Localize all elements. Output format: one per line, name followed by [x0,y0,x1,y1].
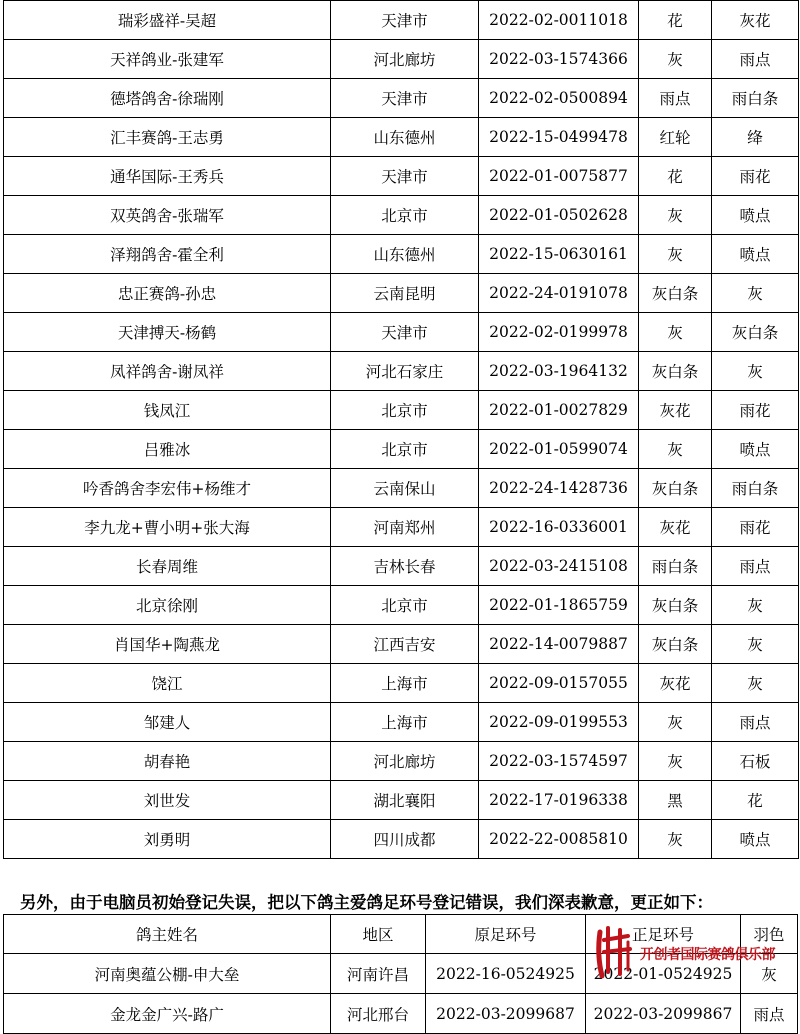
cell-ring: 2022-24-1428736 [479,469,639,508]
cell-region: 山东德州 [331,118,479,157]
cell-color: 雨白条 [639,547,712,586]
cell-color: 灰 [639,40,712,79]
table-row [4,274,799,313]
cell-old-ring: 2022-03-2099687 [426,994,586,1034]
cell-owner: 泽翔鸽舍-霍全利 [4,235,331,274]
cell-owner: 长春周维 [4,547,331,586]
table-row [4,664,799,703]
cell-owner: 凤祥鸽舍-谢凤祥 [4,352,331,391]
cell-color2: 雨点 [712,547,799,586]
cell-owner: 饶江 [4,664,331,703]
cell-color2: 灰白条 [712,313,799,352]
table-row [4,352,799,391]
cell-color2: 雨花 [712,157,799,196]
cell-color2: 雨点 [712,40,799,79]
cell-color: 雨点 [639,79,712,118]
cell-ring: 2022-01-0027829 [479,391,639,430]
cell-color: 灰 [639,235,712,274]
cell-owner: 通华国际-王秀兵 [4,157,331,196]
cell-owner: 双英鸽舍-张瑞军 [4,196,331,235]
cell-color: 灰花 [639,664,712,703]
cell-ring: 2022-01-1865759 [479,586,639,625]
cell-ring: 2022-01-0599074 [479,430,639,469]
cell-ring: 2022-03-1964132 [479,352,639,391]
cell-color2: 喷点 [712,196,799,235]
cell-owner: 李九龙+曹小明+张大海 [4,508,331,547]
table-row [4,742,799,781]
table-row [4,196,799,235]
club-watermark-text: 开创者国际赛鸽俱乐部 [640,947,775,963]
cell-region: 河南郑州 [331,508,479,547]
cell-ring: 2022-02-0500894 [479,79,639,118]
cell-region: 吉林长春 [331,547,479,586]
cell-owner: 邹建人 [4,703,331,742]
cell-new-ring: 2022-01-0524925 [586,954,741,994]
cell-owner: 河南奥蕴公棚-申大垒 [4,954,331,994]
cell-region: 山东德州 [331,235,479,274]
cell-owner: 汇丰赛鸽-王志勇 [4,118,331,157]
cell-new-ring: 2022-03-2099867 [586,994,741,1034]
cell-color: 花 [639,157,712,196]
cell-color2: 雨花 [712,391,799,430]
cell-owner: 天祥鸽业-张建军 [4,40,331,79]
cell-color2: 灰 [712,352,799,391]
club-watermark [592,922,792,980]
cell-color: 灰花 [639,391,712,430]
table-row [4,469,799,508]
cell-color2: 石板 [712,742,799,781]
correction-row [4,994,798,1034]
cell-region: 河南许昌 [331,954,426,994]
cell-owner: 刘世发 [4,781,331,820]
cell-color2: 灰 [712,664,799,703]
cell-ring: 2022-14-0079887 [479,625,639,664]
cell-owner: 吟香鸽舍李宏伟+杨维才 [4,469,331,508]
cell-region: 天津市 [331,313,479,352]
cell-owner: 天津搏天-杨鹤 [4,313,331,352]
cell-region: 北京市 [331,586,479,625]
cell-ring: 2022-02-0199978 [479,313,639,352]
table-row [4,391,799,430]
cell-color2: 雨点 [712,703,799,742]
cell-owner: 肖国华+陶燕龙 [4,625,331,664]
cell-color: 灰 [639,742,712,781]
cell-color: 灰 [639,430,712,469]
cell-region: 北京市 [331,430,479,469]
cell-owner: 金龙金广兴-路广 [4,994,331,1034]
cell-owner: 德塔鸽舍-徐瑞刚 [4,79,331,118]
cell-owner: 忠正赛鸽-孙忠 [4,274,331,313]
cell-region: 天津市 [331,79,479,118]
cell-color: 灰 [639,820,712,859]
cell-color2: 雨白条 [712,469,799,508]
cell-ring: 2022-17-0196338 [479,781,639,820]
cell-color2: 雨白条 [712,79,799,118]
cell-color: 灰白条 [639,625,712,664]
table-row [4,313,799,352]
table-row [4,547,799,586]
cell-color: 红轮 [639,118,712,157]
header-owner: 鸽主姓名 [4,915,331,954]
cell-ring: 2022-15-0499478 [479,118,639,157]
cell-color: 灰白条 [639,274,712,313]
table-row [4,118,799,157]
kai-seal-icon [592,922,636,980]
cell-region: 河北廊坊 [331,40,479,79]
cell-color: 花 [639,1,712,40]
cell-owner: 瑞彩盛祥-吴超 [4,1,331,40]
cell-color2: 灰 [712,274,799,313]
cell-color2: 喷点 [712,820,799,859]
cell-owner: 胡春艳 [4,742,331,781]
registry-table [3,0,799,859]
cell-ring: 2022-22-0085810 [479,820,639,859]
cell-ring: 2022-03-1574597 [479,742,639,781]
cell-owner: 钱凤江 [4,391,331,430]
cell-color2: 灰 [712,625,799,664]
table-row [4,781,799,820]
cell-color: 灰 [639,703,712,742]
cell-region: 湖北襄阳 [331,781,479,820]
cell-region: 河北石家庄 [331,352,479,391]
cell-ring: 2022-03-1574366 [479,40,639,79]
table-row [4,703,799,742]
cell-ring: 2022-15-0630161 [479,235,639,274]
header-region: 地区 [331,915,426,954]
header-color: 羽色 [741,915,798,954]
cell-ring: 2022-01-0502628 [479,196,639,235]
cell-ring: 2022-09-0199553 [479,703,639,742]
cell-region: 云南昆明 [331,274,479,313]
cell-region: 云南保山 [331,469,479,508]
cell-color2: 绛 [712,118,799,157]
table-row [4,586,799,625]
cell-ring: 2022-09-0157055 [479,664,639,703]
header-new-ring: 正足环号 [586,915,741,954]
cell-region: 北京市 [331,391,479,430]
cell-region: 天津市 [331,157,479,196]
registry-body [4,1,799,859]
cell-ring: 2022-02-0011018 [479,1,639,40]
cell-ring: 2022-24-0191078 [479,274,639,313]
header-old-ring: 原足环号 [426,915,586,954]
cell-color: 灰 [639,313,712,352]
cell-color: 雨点 [741,994,798,1034]
table-row [4,625,799,664]
cell-ring: 2022-16-0336001 [479,508,639,547]
table-row [4,1,799,40]
cell-color: 黑 [639,781,712,820]
cell-color: 灰白条 [639,586,712,625]
cell-owner: 刘勇明 [4,820,331,859]
cell-color: 灰白条 [639,469,712,508]
cell-color2: 喷点 [712,235,799,274]
cell-color: 灰 [741,954,798,994]
table-row [4,820,799,859]
cell-region: 上海市 [331,664,479,703]
cell-region: 河北邢台 [331,994,426,1034]
cell-color2: 雨花 [712,508,799,547]
cell-color: 灰白条 [639,352,712,391]
cell-region: 天津市 [331,1,479,40]
cell-old-ring: 2022-16-0524925 [426,954,586,994]
cell-color2: 灰花 [712,1,799,40]
table-row [4,157,799,196]
correction-notice: 另外，由于电脑员初始登记失误，把以下鸽主爱鸽足环号登记错误，我们深表歉意，更正如下： [20,893,713,912]
cell-color: 灰花 [639,508,712,547]
cell-color2: 喷点 [712,430,799,469]
cell-region: 上海市 [331,703,479,742]
table-row [4,235,799,274]
table-row [4,40,799,79]
cell-region: 北京市 [331,196,479,235]
cell-ring: 2022-03-2415108 [479,547,639,586]
cell-region: 河北廊坊 [331,742,479,781]
cell-ring: 2022-01-0075877 [479,157,639,196]
table-row [4,508,799,547]
cell-region: 江西吉安 [331,625,479,664]
cell-color2: 灰 [712,586,799,625]
cell-region: 四川成都 [331,820,479,859]
table-row [4,79,799,118]
cell-owner: 吕雅冰 [4,430,331,469]
table-row [4,430,799,469]
cell-owner: 北京徐刚 [4,586,331,625]
cell-color2: 花 [712,781,799,820]
cell-color: 灰 [639,196,712,235]
